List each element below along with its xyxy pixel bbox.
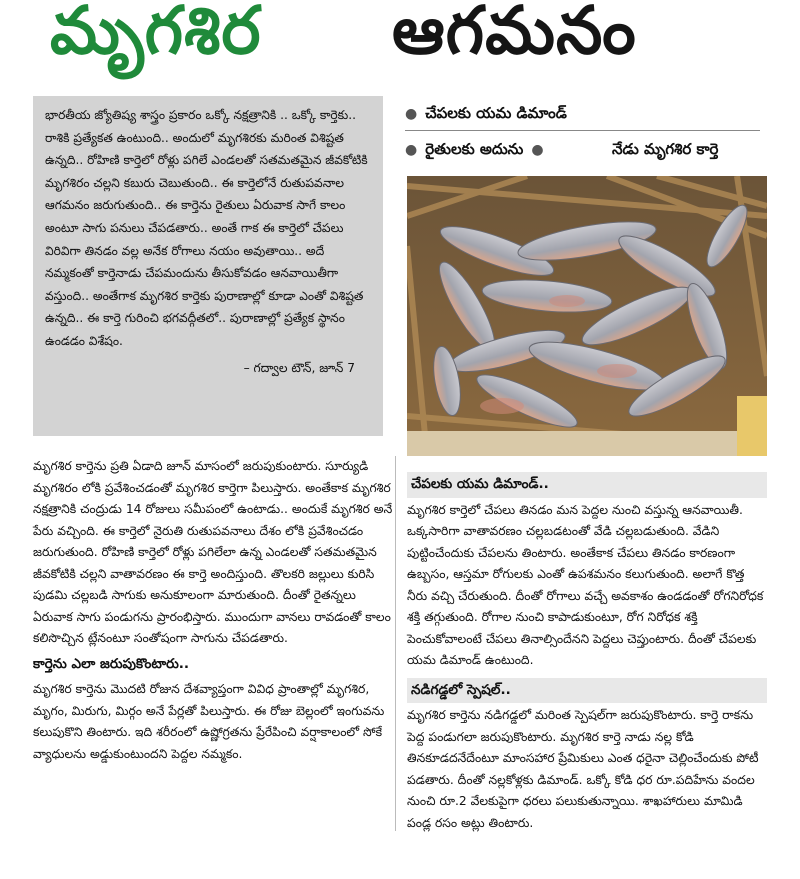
intro-text: భారతీయ జ్యోతిష్య శాస్త్రం ప్రకారం ఒక్కో నక్షత్రానికి .. ఒక్కో కార్తెకు.. రాశికి ప్రత్యేకత ఉంటుంది.. అందులో మృగశిరకు మరింత విశిష్టత ఉన్నది.. రోహిణి కార్తెలో రోళ్లు పగిలే ఎండలతో సతమతమైన జీవకోటికి మృగశిరం చల్లని కబురు చెబుతుంది.. ఈ కార్తెలోనే రుతుపవనాల ఆగమనం జరుగుతుంది.. ఈ కార్తెను రైతులు ఏరువాక సాగే కాలం అంటూ సాగు పనులు చేపడతారు.. అంతే గాక ఈ కార్తెలో చేపలు విరివిగా తినడం వల్ల అనేక రోగాలు నయం అవుతాయి.. అదే నమ్మకంతో కార్తెనాడు చేపమందును తీసుకోవడం ఆనవాయితీగా వస్తుంది.. అంతేగాక మృగశిర కార్తెకు పురాణాల్లో కూడా ఎంతో విశిష్టత ఉన్నది.. ఈ కార్తె గురించి భగవద్గీతలో.. పురాణాల్లో ప్రత్యేక స్థానం ఉండడం విశేషం. xyxy=(45,108,368,348)
left-para2: మృగశిర కార్తెను మొదటి రోజున దేశవ్యాప్తంగా వివిధ ప్రాంతాల్లో మృగశిర, మృగం, మిరుగు, మిర్గం అనే పేర్లతో పిలుస్తారు. ఈ రోజు బెల్లంలో ఇంగువను కలుపుకొని తింటారు. ఇది శరీరంలో ఉష్ణోగ్రతను ప్రేరేపించి వర్షాకాలంలో సోకే వ్యాధులను అడ్డుకుంటుందని పెద్దల నమ్మకం. xyxy=(33,682,385,761)
right-para2: మృగశిర కార్తెను నడిగడ్డలో మరింత స్పెషల్‌గా జరుపుకొంటారు. కార్తె రాకను పెద్ద పండుగలా జరుపుకొంటారు. మృగశిర కార్తె నాడు నల్ల కోడి తినకూడదనేదేంటూ మాంసహార ప్రేమికులు ఎంత ధరైనా చెల్లించేందుకు పోటీ పడతారు. దీంతో నల్లకోళ్లకు డిమాండ్‌. ఒక్కో కోడి ధర రూ.పదిహేను వందల నుంచి రూ.2 వేలకుపైగా ధరలు పలుకుతున్నాయి. శాఖహారులు మామిడి పండ్ల రసం అట్లు తింటారు. xyxy=(407,708,759,830)
headline xyxy=(0,0,800,92)
bullet-icon: ● xyxy=(531,142,544,158)
divider xyxy=(405,130,760,131)
bullet-icon: ● xyxy=(405,142,418,158)
subhead-today: నేడు మృగశిర కార్తె xyxy=(612,140,719,158)
headline-part1: మృగశిర xyxy=(50,0,262,69)
column-divider xyxy=(395,456,396,831)
subhead-fish-demand xyxy=(405,104,567,126)
headline-part2: ఆగమనం xyxy=(392,0,637,69)
fish-basket-photo xyxy=(407,176,767,456)
subhead-farmers-text: రైతులకు అదును xyxy=(425,140,524,158)
right-heading2: నడిగడ్డలో స్పెషల్‌.. xyxy=(407,678,767,704)
fish-basket-illustration xyxy=(407,176,767,456)
intro-box xyxy=(33,96,383,436)
left-heading2: కార్తెను ఎలా జరుపుకొంటారు.. xyxy=(33,655,190,672)
right-column xyxy=(407,472,767,834)
subhead-fish-demand-text: చేపలకు యమ డిమాండ్‌ xyxy=(425,104,567,122)
right-para1: మృగశిర కార్తెలో చేపలు తినడం మన పెద్దల నుంచి వస్తున్న ఆనవాయితీ. ఒక్కసారిగా వాతావరణం చల్లబడటంతో వేడి చల్లబడుతుంది. వేడిని పుట్టించేందుకు చేపలను తింటారు. అంతేకాక చేపలు తినడం కారణంగా ఉబ్బసం, ఆస్తమా రోగులకు ఎంతో ఉపశమనం కలుగుతుంది. అలాగే కొత్త నీరు వచ్చి చేరుతుంది. దీంతో రోగాలు వచ్చే అవకాశం ఉండడంతో రోగనిరోధక శక్తి తగ్గుతుంది. రోగాల నుంచి కాపాడుకుంటూ, రోగ నిరోధక శక్తి పెంచుకోవాలంటే చేపలు తినాల్సిందేనని పెద్దలు చెప్తుంటారు. దీంతో చేపలకు యమ డిమాండ్‌ ఉంటుంది. xyxy=(407,502,764,667)
subhead-farmers xyxy=(405,140,552,162)
bullet-icon: ● xyxy=(405,106,418,122)
left-para1: మృగశిర కార్తెను ప్రతి ఏడాది జూన్‌ మాసంలో జరుపుకుంటారు. సూర్యుడి మృగశిరం లోకి ప్రవేశించడంతో మృగశిర కార్తెగా పిలుస్తారు. అంతేకాక మృగశిర నక్షత్రానికి చంద్రుడు 14 రోజులు సమీపంలో ఉంటాడు.. అందుకే మృగశిర అనే పేరు వచ్చింది. ఈ కార్తెలో నైరుతి రుతుపవనాలు దేశం లోకి ప్రవేశించడం జరుగుతుంది. రోహిణి కార్తెలో రోళ్లు పగిలేలా ఉన్న ఎండలతో సతమతమైన జీవకోటికి చల్లని వాతావరణం ఈ కార్తె అందిస్తుంది. తొలకరి జల్లులు కురిసి పుడమి చల్లబడి సాగుకు అనుకూలంగా మారుతుంది. దీంతో రైతన్నలు ఏరువాక సాగు పండుగను ప్రారంభిస్తారు. ముందుగా వానలు రావడంతో కాలం కలిసొచ్చిన ట్లేనంటూ సంతోషంగా సాగును చేపడతారు. xyxy=(33,459,393,645)
left-column xyxy=(33,456,393,765)
right-heading1: చేపలకు యమ డిమాండ్‌.. xyxy=(407,472,767,498)
byline: – గద్వాల టౌన్‌, జూన్‌ 7 xyxy=(243,360,355,375)
